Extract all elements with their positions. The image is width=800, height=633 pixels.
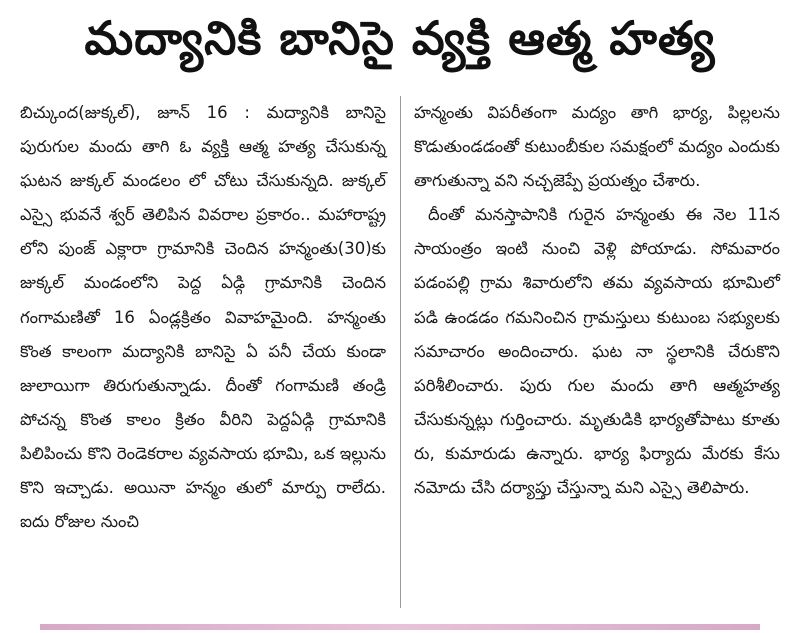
article-paragraph: బిచ్కుంద(జుక్కల్), జూన్ 16 : మద్యానికి బానిసై పురుగుల మందు తాగి ఓ వ్యక్తి ఆత్మ హత్య చేసుకున్న ఘటన జుక్కల్ మండలం లో చోటు చేసుకున్నది. జుక్కల్ ఎస్సై భువనే శ్వర్ తెలిపిన వివరాల ప్రకారం.. మహారాష్ట్ర లోని పుంజ్ ఎక్లారా గ్రామానికి చెందిన హన్మంతు(30)కు జుక్కల్ మండంలోని పెద్ద ఏడ్గి గ్రామానికి చెందిన గంగామణితో 16 ఏండ్లక్రితం వివాహమైంది. హన్మంతు కొంత కాలంగా మద్యానికి బానిసై ఏ పనీ చేయ కుండా జులాయిగా తిరుగుతున్నాడు. దీంతో గంగామణి తండ్రి పోచన్న కొంత కాలం క్రితం వీరిని పెద్దఏడ్గి గ్రామానికి పిలిపించు కొని రెండెకరాల వ్యవసాయ భూమి, ఒక ఇల్లును కొని ఇచ్చాడు. అయినా హన్మం తులో మార్పు రాలేదు. ఐదు రోజుల నుంచి [20,103,386,532]
headline: మద్యానికి బానిసై వ్యక్తి ఆత్మ హత్య [84,11,716,65]
bottom-rule [40,624,760,630]
article-paragraph: దీంతో మనస్తాపానికి గురైన హన్మంతు ఈ నెల 11న సాయంత్రం ఇంటి నుంచి వెళ్లి పోయాడు. సోమవారం పడంపల్లి గ్రామ శివారులోని తమ వ్యవసాయ భూమిలో పడి ఉండడం గమనించిన గ్రామస్తులు కుటుంబ సభ్యులకు సమాచారం అందించారు. ఘట నా స్థలానికి చేరుకొని పరిశీలించారు. పురు గుల మందు తాగి ఆత్మహత్య చేసుకున్నట్లు గుర్తించారు. మృతుడికి భార్యతోపాటు కూతు రు, కుమారుడు ఉన్నారు. భార్య ఫిర్యాదు మేరకు కేసు నమోదు చేసి దర్యాప్తు చేస్తున్నా మని ఎస్సై తెలిపారు. [414,205,780,498]
article-paragraph: హన్మంతు విపరీతంగా మద్యం తాగి భార్య, పిల్లలను కొడుతుండడంతో కుటుంబీకుల సమక్షంలో మద్యం ఎందుకు తాగుతున్నా వని నచ్చజెప్పే ప్రయత్నం చేశారు. [414,103,780,191]
column-divider [400,96,401,608]
right-column [414,96,780,608]
left-column [20,96,386,608]
